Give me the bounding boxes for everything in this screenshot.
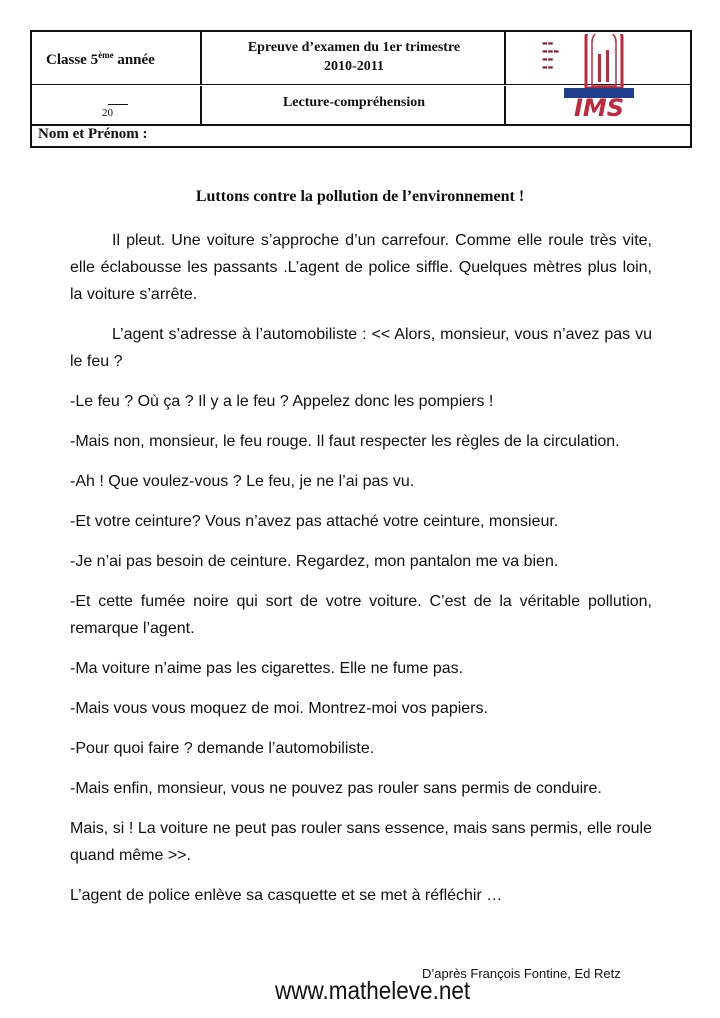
paragraph: -Pour quoi faire ? demande l’automobiliste. (70, 740, 375, 757)
subject-label: Lecture-compréhension (282, 95, 426, 110)
paragraph: -Et cette fumée noire qui sort de votre voiture. C’est de la véritable pollution, remarque l’agent. (70, 593, 652, 637)
school-logo (542, 34, 642, 122)
svg-text:IMS: IMS (573, 94, 625, 122)
paragraph: -Le feu ? Où ça ? Il y a le feu ? Appelez donc les pompiers ! (70, 393, 494, 410)
paragraph: -Mais vous vous moquez de moi. Montrez-moi vos papiers. (70, 700, 488, 717)
site-watermark: www.matheleve.net (275, 977, 471, 1005)
subject-cell (204, 86, 506, 124)
paragraph: -Je n’ai pas besoin de ceinture. Regardez, mon pantalon me va bien. (70, 553, 559, 570)
paragraph: Il pleut. Une voiture s’approche d’un carrefour. Comme elle roule très vite, elle éclabousse les passants .L’agent de police siffle. Quelques mètres plus loin, la voiture s’arrête. (70, 232, 652, 303)
text-title: Luttons contre la pollution de l’environnement ! (195, 188, 525, 205)
paragraph: -Et votre ceinture? Vous n’avez pas attaché votre ceinture, monsieur. (70, 513, 559, 530)
score-cell (32, 86, 202, 124)
score-total: 20 (102, 107, 113, 119)
text-source: D’après François Fontine, Ed Retz (422, 966, 621, 981)
exam-title: Epreuve d’examen du 1er trimestre 2010-2011 (204, 38, 504, 76)
paragraph: L’agent s’adresse à l’automobiliste : << Alors, monsieur, vous n’avez pas vu le feu ? (70, 326, 652, 370)
class-label: Classe 5ème année (46, 50, 155, 68)
exam-title-cell (204, 32, 506, 84)
paragraph: Mais, si ! La voiture ne peut pas rouler sans essence, mais sans permis, elle roule quand même >>. (70, 820, 652, 864)
header-row-name (32, 124, 690, 146)
score-blank (108, 104, 128, 105)
paragraph: -Ma voiture n’aime pas les cigarettes. Elle ne fume pas. (70, 660, 464, 677)
logo-side-text: ▬▬ ▬▬▬ ▬▬ ▬▬ (542, 40, 560, 71)
paragraph: L’agent de police enlève sa casquette et se met à réfléchir … (70, 887, 503, 904)
name-label: Nom et Prénom : (38, 126, 148, 142)
reading-text (70, 227, 652, 922)
paragraph: -Ah ! Que voulez-vous ? Le feu, je ne l’ai pas vu. (70, 473, 415, 490)
paragraph: -Mais non, monsieur, le feu rouge. Il faut respecter les règles de la circulation. (70, 433, 620, 450)
exam-year: 2010-2011 (324, 59, 384, 74)
paragraph: -Mais enfin, monsieur, vous ne pouvez pas rouler sans permis de conduire. (70, 780, 602, 797)
class-cell (32, 32, 202, 84)
